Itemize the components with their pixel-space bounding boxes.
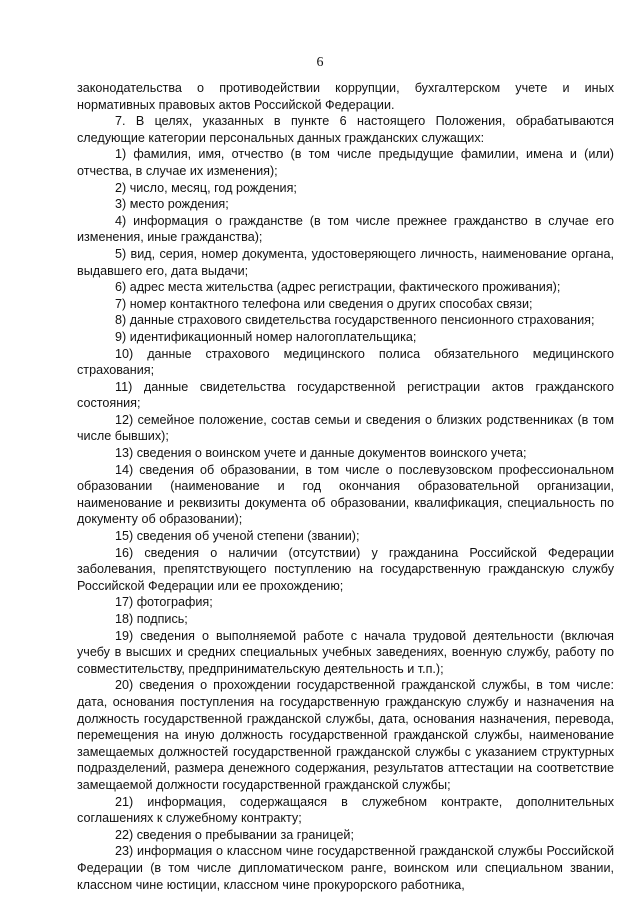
list-item-6: 6) адрес места жительства (адрес регистрации, фактического проживания); <box>115 280 561 295</box>
list-item-5: 5) вид, серия, номер документа, удостоверяющего личность, наименование органа, выдавшего его, дата выдачи; <box>77 246 614 278</box>
list-item-15: 15) сведения об ученой степени (звании); <box>115 529 360 544</box>
list-item-7: 7) номер контактного телефона или сведения о других способах связи; <box>115 296 533 311</box>
paragraph-clause-7: 7. В целях, указанных в пункте 6 настоящего Положения, обрабатываются следующие категории персональных данных гражданских служащих: <box>77 114 614 145</box>
list-item-9: 9) идентификационный номер налогоплательщика; <box>115 329 417 344</box>
list-item-8: 8) данные страхового свидетельства государственного пенсионного страхования; <box>115 313 595 328</box>
list-item-13: 13) сведения о воинском учете и данные документов воинского учета; <box>115 446 527 461</box>
list-item-20: 20) сведения о прохождении государственной гражданской службы, в том числе: дата, основания поступления на государственную гражданскую службу и назначения на должность государственной гражданской службы, дата, основания назначения, перевода, перемещения на иную должность государственной гражданской службы, наименование замещаемых должностей государственной гражданской службы с указанием структурных подразделений, размера денежного содержания, результатов аттестации на соответствие замещаемой должности государственной гражданской службы; <box>77 678 614 792</box>
list-item-4: 4) информация о гражданстве (в том числе прежнее гражданство в случае его изменения, иные гражданства); <box>77 213 614 245</box>
list-item-1: 1) фамилия, имя, отчество (в том числе предыдущие фамилии, имена и (или) отчества, в случае их изменения); <box>77 147 614 178</box>
page-number: 6 <box>316 55 324 70</box>
list-item-22: 22) сведения о пребывании за границей; <box>115 827 354 842</box>
list-item-3: 3) место рождения; <box>115 197 229 212</box>
list-item-11: 11) данные свидетельства государственной регистрации актов гражданского состояния; <box>77 379 614 411</box>
paragraph-continuation: законодательства о противодействии коррупции, бухгалтерском учете и иных нормативных правовых актов Российской Федерации. <box>77 81 614 112</box>
document-body <box>77 80 614 893</box>
list-item-2: 2) число, месяц, год рождения; <box>115 180 297 195</box>
list-item-19: 19) сведения о выполняемой работе с начала трудовой деятельности (включая учебу в высших и средних специальных учебных заведениях, военную службу, работу по совместительству, предпринимательскую деятельность и т.п.); <box>77 628 614 676</box>
list-item-18: 18) подпись; <box>115 612 188 626</box>
list-item-16: 16) сведения о наличии (отсутствии) у гражданина Российской Федерации заболевания, препятствующего поступлению на государственную гражданскую службу Российской Федерации или ее прохождению; <box>77 545 614 593</box>
list-item-14: 14) сведения об образовании, в том числе о послевузовском профессиональном образовании (наименование и год окончания образовательной организации, наименование и реквизиты документа об образовании, квалификация, специальность по документу об образовании); <box>77 462 614 527</box>
list-item-17: 17) фотография; <box>115 595 213 610</box>
list-item-23: 23) информация о классном чине государственной гражданской службы Российской Федерации (в том числе дипломатическом ранге, воинском или специальном звании, классном чине юстиции, классном чине прокурорского работника, <box>77 844 614 892</box>
list-item-21: 21) информация, содержащаяся в служебном контракте, дополнительных соглашениях к служебному контракту; <box>77 794 614 826</box>
list-item-10: 10) данные страхового медицинского полиса обязательного медицинского страхования; <box>77 346 614 378</box>
list-item-12: 12) семейное положение, состав семьи и сведения о близких родственниках (в том числе бывших); <box>77 412 614 444</box>
